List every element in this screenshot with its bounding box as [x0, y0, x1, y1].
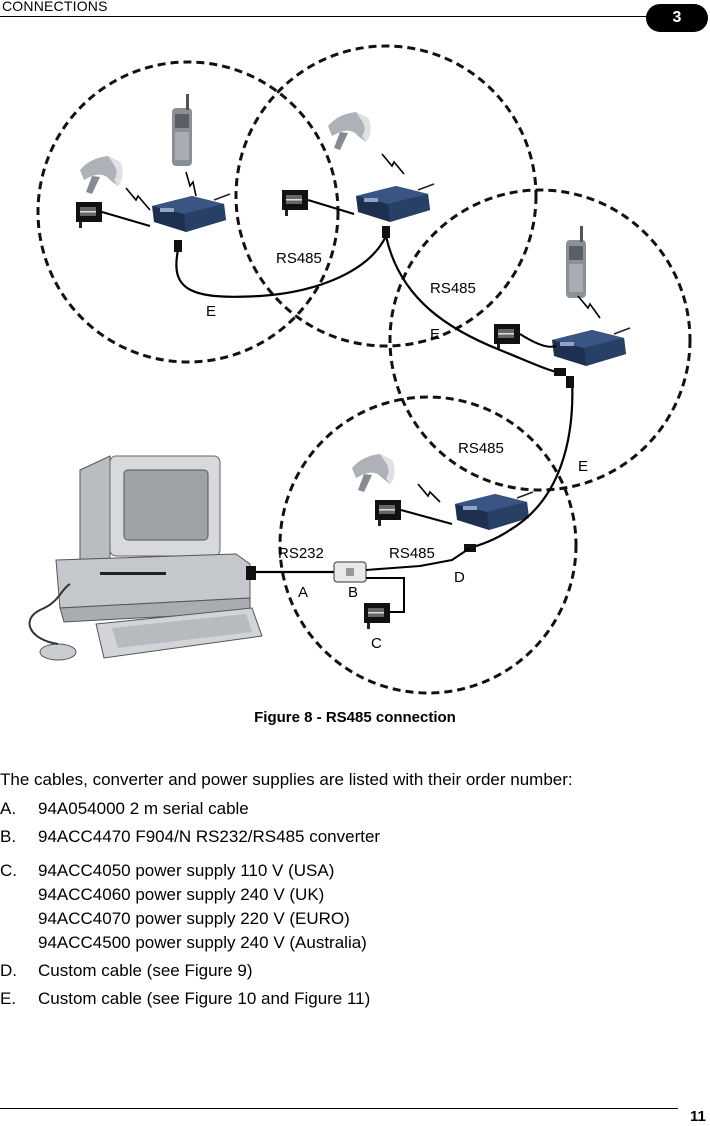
page-number: 11 [690, 1108, 706, 1125]
label-e: E [578, 458, 589, 475]
base-station-2 [356, 184, 434, 222]
footer-rule [0, 1108, 678, 1109]
handheld-terminal-icon-1 [172, 94, 192, 166]
list-item-text: 94ACC4060 power supply 240 V (UK) [38, 885, 325, 904]
base-station-4 [455, 492, 533, 530]
power-supply-icon-2 [282, 190, 308, 216]
list-item-text: 94ACC4050 power supply 110 V (USA) [38, 861, 335, 880]
label-rs485: RS485 [458, 440, 504, 457]
header-rule [0, 16, 650, 17]
label-e: E [430, 326, 441, 343]
base-station-1 [152, 194, 230, 232]
power-supply-icon-1 [76, 202, 102, 228]
serial-connector [246, 566, 256, 580]
label-a: A [298, 584, 309, 601]
label-rs232: RS232 [278, 545, 324, 562]
list-item-letter: D. [0, 961, 17, 980]
list-item-letter: E. [0, 989, 17, 1008]
scanner-gun-icon-3 [352, 454, 395, 492]
label-d: D [454, 569, 465, 586]
list-item-text: Custom cable (see Figure 10 and Figure 11) [38, 989, 371, 1008]
label-e: E [206, 303, 217, 320]
list-item-text: 94ACC4500 power supply 240 V (Australia) [38, 933, 367, 952]
power-supply-icon-3 [494, 324, 520, 350]
base-station-3 [552, 328, 630, 366]
power-supply-icon-c [364, 603, 390, 629]
power-supply-icon-4 [375, 500, 401, 526]
list-item-letter: B. [0, 827, 17, 846]
list-item-text: Custom cable (see Figure 9) [38, 961, 253, 980]
list-item-text: 94A054000 2 m serial cable [38, 799, 249, 818]
handheld-terminal-icon-2 [566, 226, 586, 298]
figure-caption: Figure 8 - RS485 connection [254, 709, 456, 726]
converter-b [334, 562, 366, 582]
running-header: CONNECTIONS [2, 0, 108, 14]
list-item-text: 94ACC4470 F904/N RS232/RS485 converter [38, 827, 381, 846]
list-item-letter: A. [0, 799, 17, 818]
chapter-badge: 3 [646, 4, 708, 32]
scanner-gun-icon-2 [328, 112, 371, 150]
label-rs485: RS485 [389, 545, 435, 562]
label-rs485: RS485 [430, 280, 476, 297]
scanner-gun-icon-1 [80, 156, 123, 194]
label-c: C [371, 635, 382, 652]
intro-paragraph: The cables, converter and power supplies are listed with their order number: [0, 770, 573, 789]
rs485-connection-figure [0, 40, 710, 700]
list-item-text: 94ACC4070 power supply 220 V (EURO) [38, 909, 350, 928]
label-rs485: RS485 [276, 250, 322, 267]
pc-workstation [30, 456, 262, 660]
list-item-letter: C. [0, 861, 17, 880]
label-b: B [348, 584, 359, 601]
